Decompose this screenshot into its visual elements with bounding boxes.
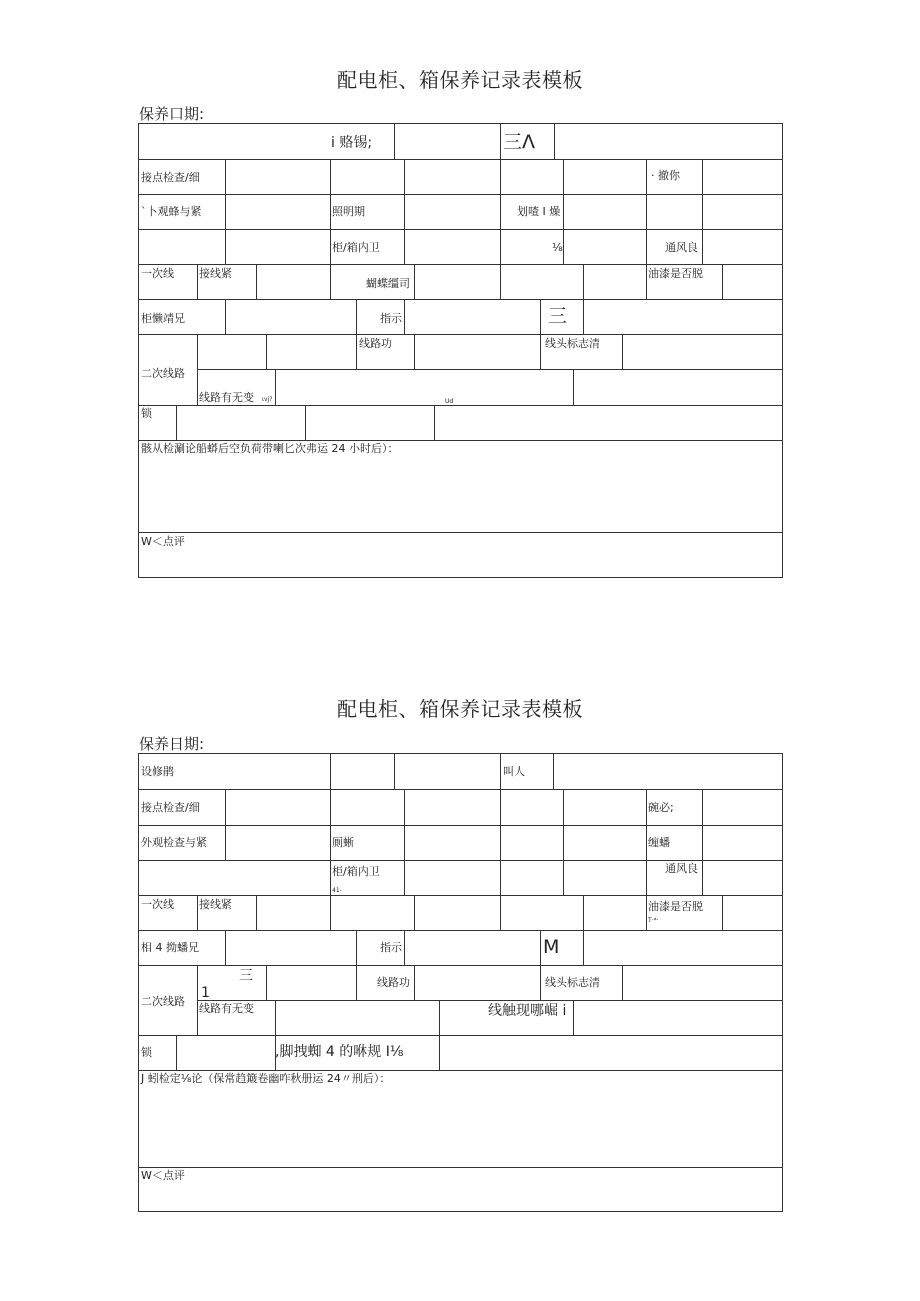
- form2-r9-label-a: 锁: [141, 1046, 152, 1059]
- form1-r5-label-c: 蝴蝶缰司: [366, 277, 410, 290]
- form1-r7-label-b: 线头标志清: [545, 337, 600, 350]
- form2-r5-label-b: 接线紧: [199, 898, 232, 911]
- form2-r6-label-a: 相 4 拗蟠兄: [141, 941, 199, 954]
- form2-r1-label-b: 叫人: [503, 765, 525, 778]
- form1-r2-label-a: 接点检查/细: [141, 171, 200, 184]
- form1-date-label: 保养口期:: [139, 105, 205, 123]
- form2-r3-label-b: 厠蜥: [332, 836, 354, 849]
- form2-r10-label-a: J 蚓检定⅛论（保常趋簸卷幽咋秋册运 24〃刑后）：: [141, 1072, 391, 1085]
- form2-r6-label-c: M: [543, 936, 560, 958]
- form1-r9-label-a: 锁: [141, 407, 152, 420]
- form1-r5-label-a: 一次线: [141, 267, 174, 280]
- form1-r7-label-a: 线路功: [359, 337, 392, 350]
- form1-r6-label-b: 指示: [380, 312, 402, 325]
- form1-r5-label-d: 油漆是否脱: [648, 267, 703, 280]
- form1-r11-label-a: W＜点评: [141, 535, 185, 548]
- form2-r7-label-b: 1: [201, 985, 210, 1001]
- form2-r4-label-b: 41-: [332, 887, 342, 894]
- form1-r6-label-c: 三: [548, 305, 568, 327]
- form2-r9-label-b: ,脚拽蜘 4 的咻规 I⅛: [275, 1044, 404, 1060]
- form2-r6-label-b: 指示: [380, 941, 402, 954]
- form1-r8-label-a: 线路有无变: [199, 391, 254, 404]
- form2-r5-label-c: 油漆是否脱: [648, 900, 703, 913]
- form1-r4-label-b: ⅛: [552, 241, 563, 254]
- form2-r7-label-a: 三: [239, 968, 253, 984]
- form1-r3-label-a: `卜观蜂与紧: [141, 205, 202, 218]
- form1-r8-label-c: Ud: [445, 398, 454, 405]
- form1-r4-label-a: 柜/箱内卫: [332, 241, 380, 254]
- form1-r6-label-a: 柜懒靖兄: [141, 312, 185, 325]
- form1-r5-label-b: 接线紧: [199, 267, 232, 280]
- form2-r5-label-a: 一次线: [141, 898, 174, 911]
- form2-r4-label-a: 柜/箱内卫: [332, 865, 380, 878]
- form2-r4-label-c: 通风良: [665, 862, 698, 875]
- form1-table: [138, 123, 783, 578]
- form2-r3-label-a: 外观检查与紧: [141, 836, 207, 849]
- form1-r1-label-a: i 赂锡;: [331, 135, 373, 151]
- form2-table: [138, 753, 783, 1212]
- form2-r8-label-b: 线触现哪崛 i: [488, 1003, 567, 1019]
- form2-r7-label-e: 二次线路: [141, 995, 185, 1008]
- form2-r1-label-a: 设修鹃: [141, 765, 174, 778]
- form1-r8-label-b: ιvj?: [262, 396, 273, 403]
- form2-r3-label-c: 缠蟠: [648, 836, 670, 849]
- form1-r1-label-b: 三Λ: [503, 131, 535, 153]
- form2-r5-label-d: T·*·: [648, 917, 659, 924]
- form2-r7-label-d: 线头标志清: [545, 976, 600, 989]
- form2-r8-label-a: 线路有无变: [199, 1002, 254, 1015]
- form2-r7-label-c: 线路功: [377, 976, 410, 989]
- form2-r2-label-a: 接点检查/细: [141, 801, 200, 814]
- form1-r4-label-c: 通风良: [665, 241, 698, 254]
- form1-r7-label-c: 二次线路: [141, 367, 185, 380]
- form2-r11-label-a: W＜点评: [141, 1169, 185, 1182]
- form2-date-label: 保养日期:: [139, 735, 205, 753]
- form1-title: 配电柜、箱保养记录表模板: [337, 68, 583, 92]
- form2-title: 配电柜、箱保养记录表模板: [337, 697, 583, 721]
- form1-r2-label-b: · 撤你: [651, 169, 680, 182]
- form1-r3-label-c: 划喳 I 燥: [517, 205, 561, 218]
- form1-r3-label-b: 照明期: [332, 205, 365, 218]
- form2-r2-label-b: 碗必;: [648, 801, 674, 814]
- form1-r10-label-a: 骸从检涮论船蟒后空负荷带喇匕次弗运 24 小时后）：: [141, 442, 399, 455]
